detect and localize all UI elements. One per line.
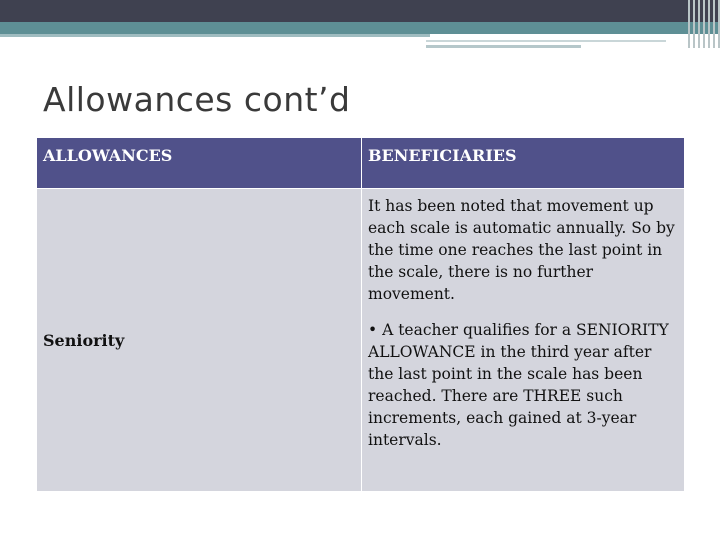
table-row [37, 189, 685, 492]
header-beneficiaries: BENEFICIARIES [362, 138, 685, 189]
header-accent-line [426, 40, 666, 42]
header-accent-line [426, 45, 581, 48]
header-stripes [688, 0, 720, 48]
header-allowances: ALLOWANCES [37, 138, 362, 189]
beneficiaries-paragraph-1: It has been noted that movement up each scale is automatic annually. So by the time one reaches the last point in the scale, there is no further movement. [368, 197, 675, 303]
header-band-dark [0, 0, 720, 22]
header-band-teal [0, 22, 720, 34]
table-header-row [37, 138, 685, 189]
cell-allowance-name: Seniority [37, 189, 362, 492]
cell-beneficiaries [362, 189, 685, 492]
slide-title: Allowances cont’d [43, 80, 351, 119]
header-accent-line [0, 34, 430, 37]
allowances-table [36, 137, 685, 492]
beneficiaries-paragraph-2: • A teacher qualifies for a SENIORITY ALLOWANCE in the third year after the last point in the scale has been reached. There are THREE such increments, each gained at 3-year intervals. [368, 321, 669, 449]
